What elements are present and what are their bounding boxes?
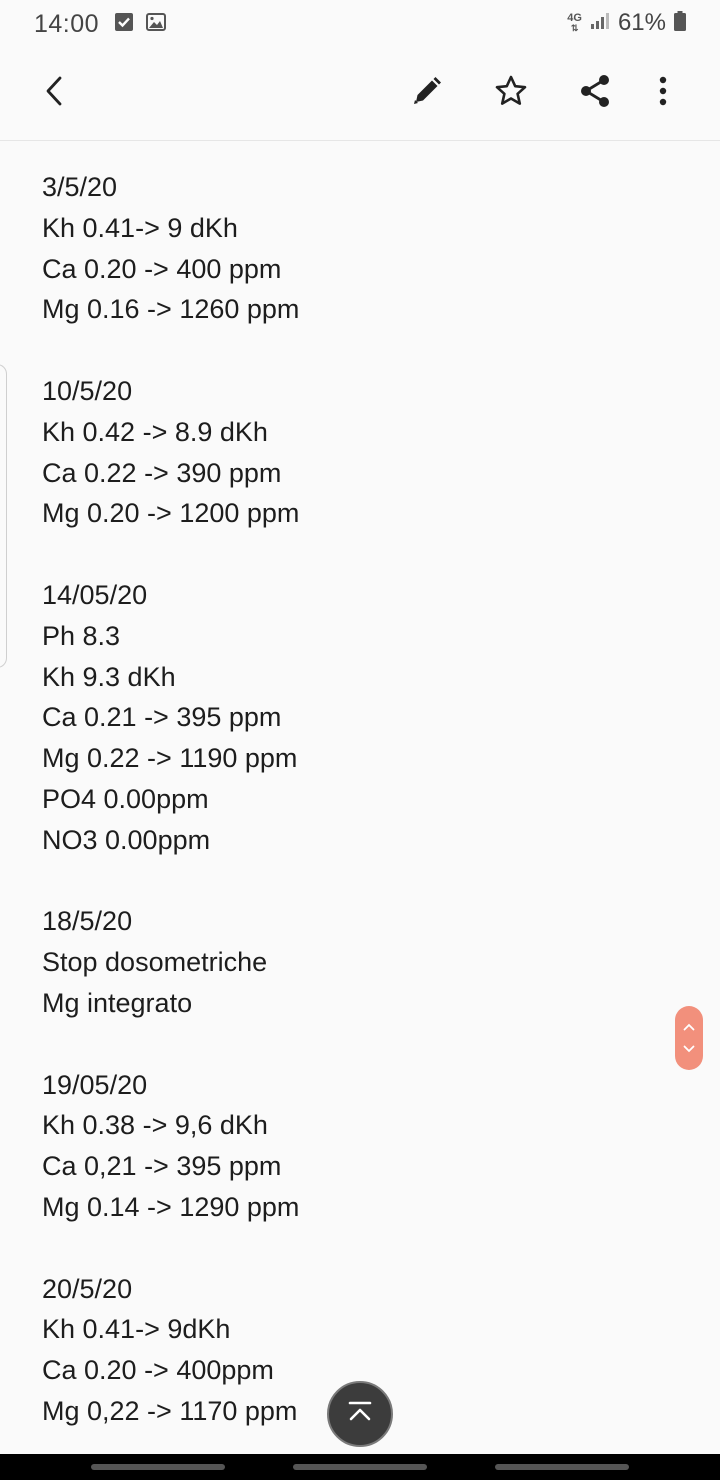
entry-date: 20/5/20 [42,1273,133,1304]
more-options-button[interactable] [636,66,690,120]
note-toolbar [0,46,720,141]
entry-line: Kh 0.41-> 9dKh [42,1314,231,1345]
status-right-group [567,10,686,36]
network-type: 4G ⇅ [567,12,582,33]
battery-percent: 61% [617,9,666,36]
entry-line: Kh 0.38 -> 9,6 dKh [42,1110,268,1141]
nav-home-button[interactable] [293,1464,427,1470]
status-time: 14:00 [34,10,100,38]
entry-line: Ca 0.22 -> 390 ppm [42,457,282,488]
note-entry [42,901,682,1023]
scroll-to-top-button[interactable] [327,1381,393,1447]
blank-line [42,861,682,902]
entry-line: Mg 0.20 -> 1200 ppm [42,498,300,529]
back-arrow-icon [43,76,67,111]
edge-panel-handle[interactable] [0,364,7,668]
note-body[interactable] [42,167,682,1432]
signal-icon [590,12,610,35]
chevron-up-icon [683,1018,695,1036]
fast-scroll-handle[interactable] [675,1006,703,1070]
entry-line: Ca 0.20 -> 400 ppm [42,253,282,284]
chevron-down-icon [683,1040,695,1058]
star-favorite-icon [494,74,528,113]
entry-date: 18/5/20 [42,906,133,937]
entry-line: Ca 0.21 -> 395 ppm [42,702,282,733]
entry-line: Kh 0.42 -> 8.9 dKh [42,416,268,447]
share-button[interactable] [568,66,622,120]
note-entry [42,1065,682,1228]
back-button[interactable] [28,66,82,120]
more-options-icon [659,76,667,111]
gallery-notification-icon [146,12,166,32]
status-bar [0,0,720,46]
pencil-edit-icon [411,75,443,112]
note-entry [42,371,682,534]
entry-date: 14/05/20 [42,579,148,610]
note-entry [42,575,682,861]
entry-date: 19/05/20 [42,1069,148,1100]
entry-date: 10/5/20 [42,375,133,406]
entry-line: Ca 0,21 -> 395 ppm [42,1151,282,1182]
entry-line: Mg 0.16 -> 1260 ppm [42,294,300,325]
share-icon [579,74,611,113]
entry-line: Ca 0.20 -> 400ppm [42,1355,274,1386]
entry-line: Mg 0.14 -> 1290 ppm [42,1191,300,1222]
entry-line: Kh 0.41-> 9 dKh [42,212,238,243]
blank-line [42,534,682,575]
entry-date: 3/5/20 [42,172,118,202]
blank-line [42,1024,682,1065]
nav-back-button[interactable] [495,1464,629,1470]
entry-line: Stop dosometriche [42,947,268,978]
edit-button[interactable] [400,66,454,120]
note-entry [42,167,682,330]
entry-line: Ph 8.3 [42,620,121,651]
entry-line: Mg 0.22 -> 1190 ppm [42,743,298,774]
entry-line: Mg 0,22 -> 1170 ppm [42,1395,298,1426]
favorite-button[interactable] [484,66,538,120]
entry-line: Kh 9.3 dKh [42,661,176,692]
entry-line: NO3 0.00ppm [42,824,211,855]
scroll-to-top-icon [347,1401,373,1428]
blank-line [42,1228,682,1269]
checkbox-notification-icon [114,12,134,32]
entry-line: Mg integrato [42,987,193,1018]
battery-icon [674,11,686,36]
system-nav-bar [0,1454,720,1480]
nav-recents-button[interactable] [91,1464,225,1470]
blank-line [42,330,682,371]
entry-line: PO4 0.00ppm [42,783,209,814]
